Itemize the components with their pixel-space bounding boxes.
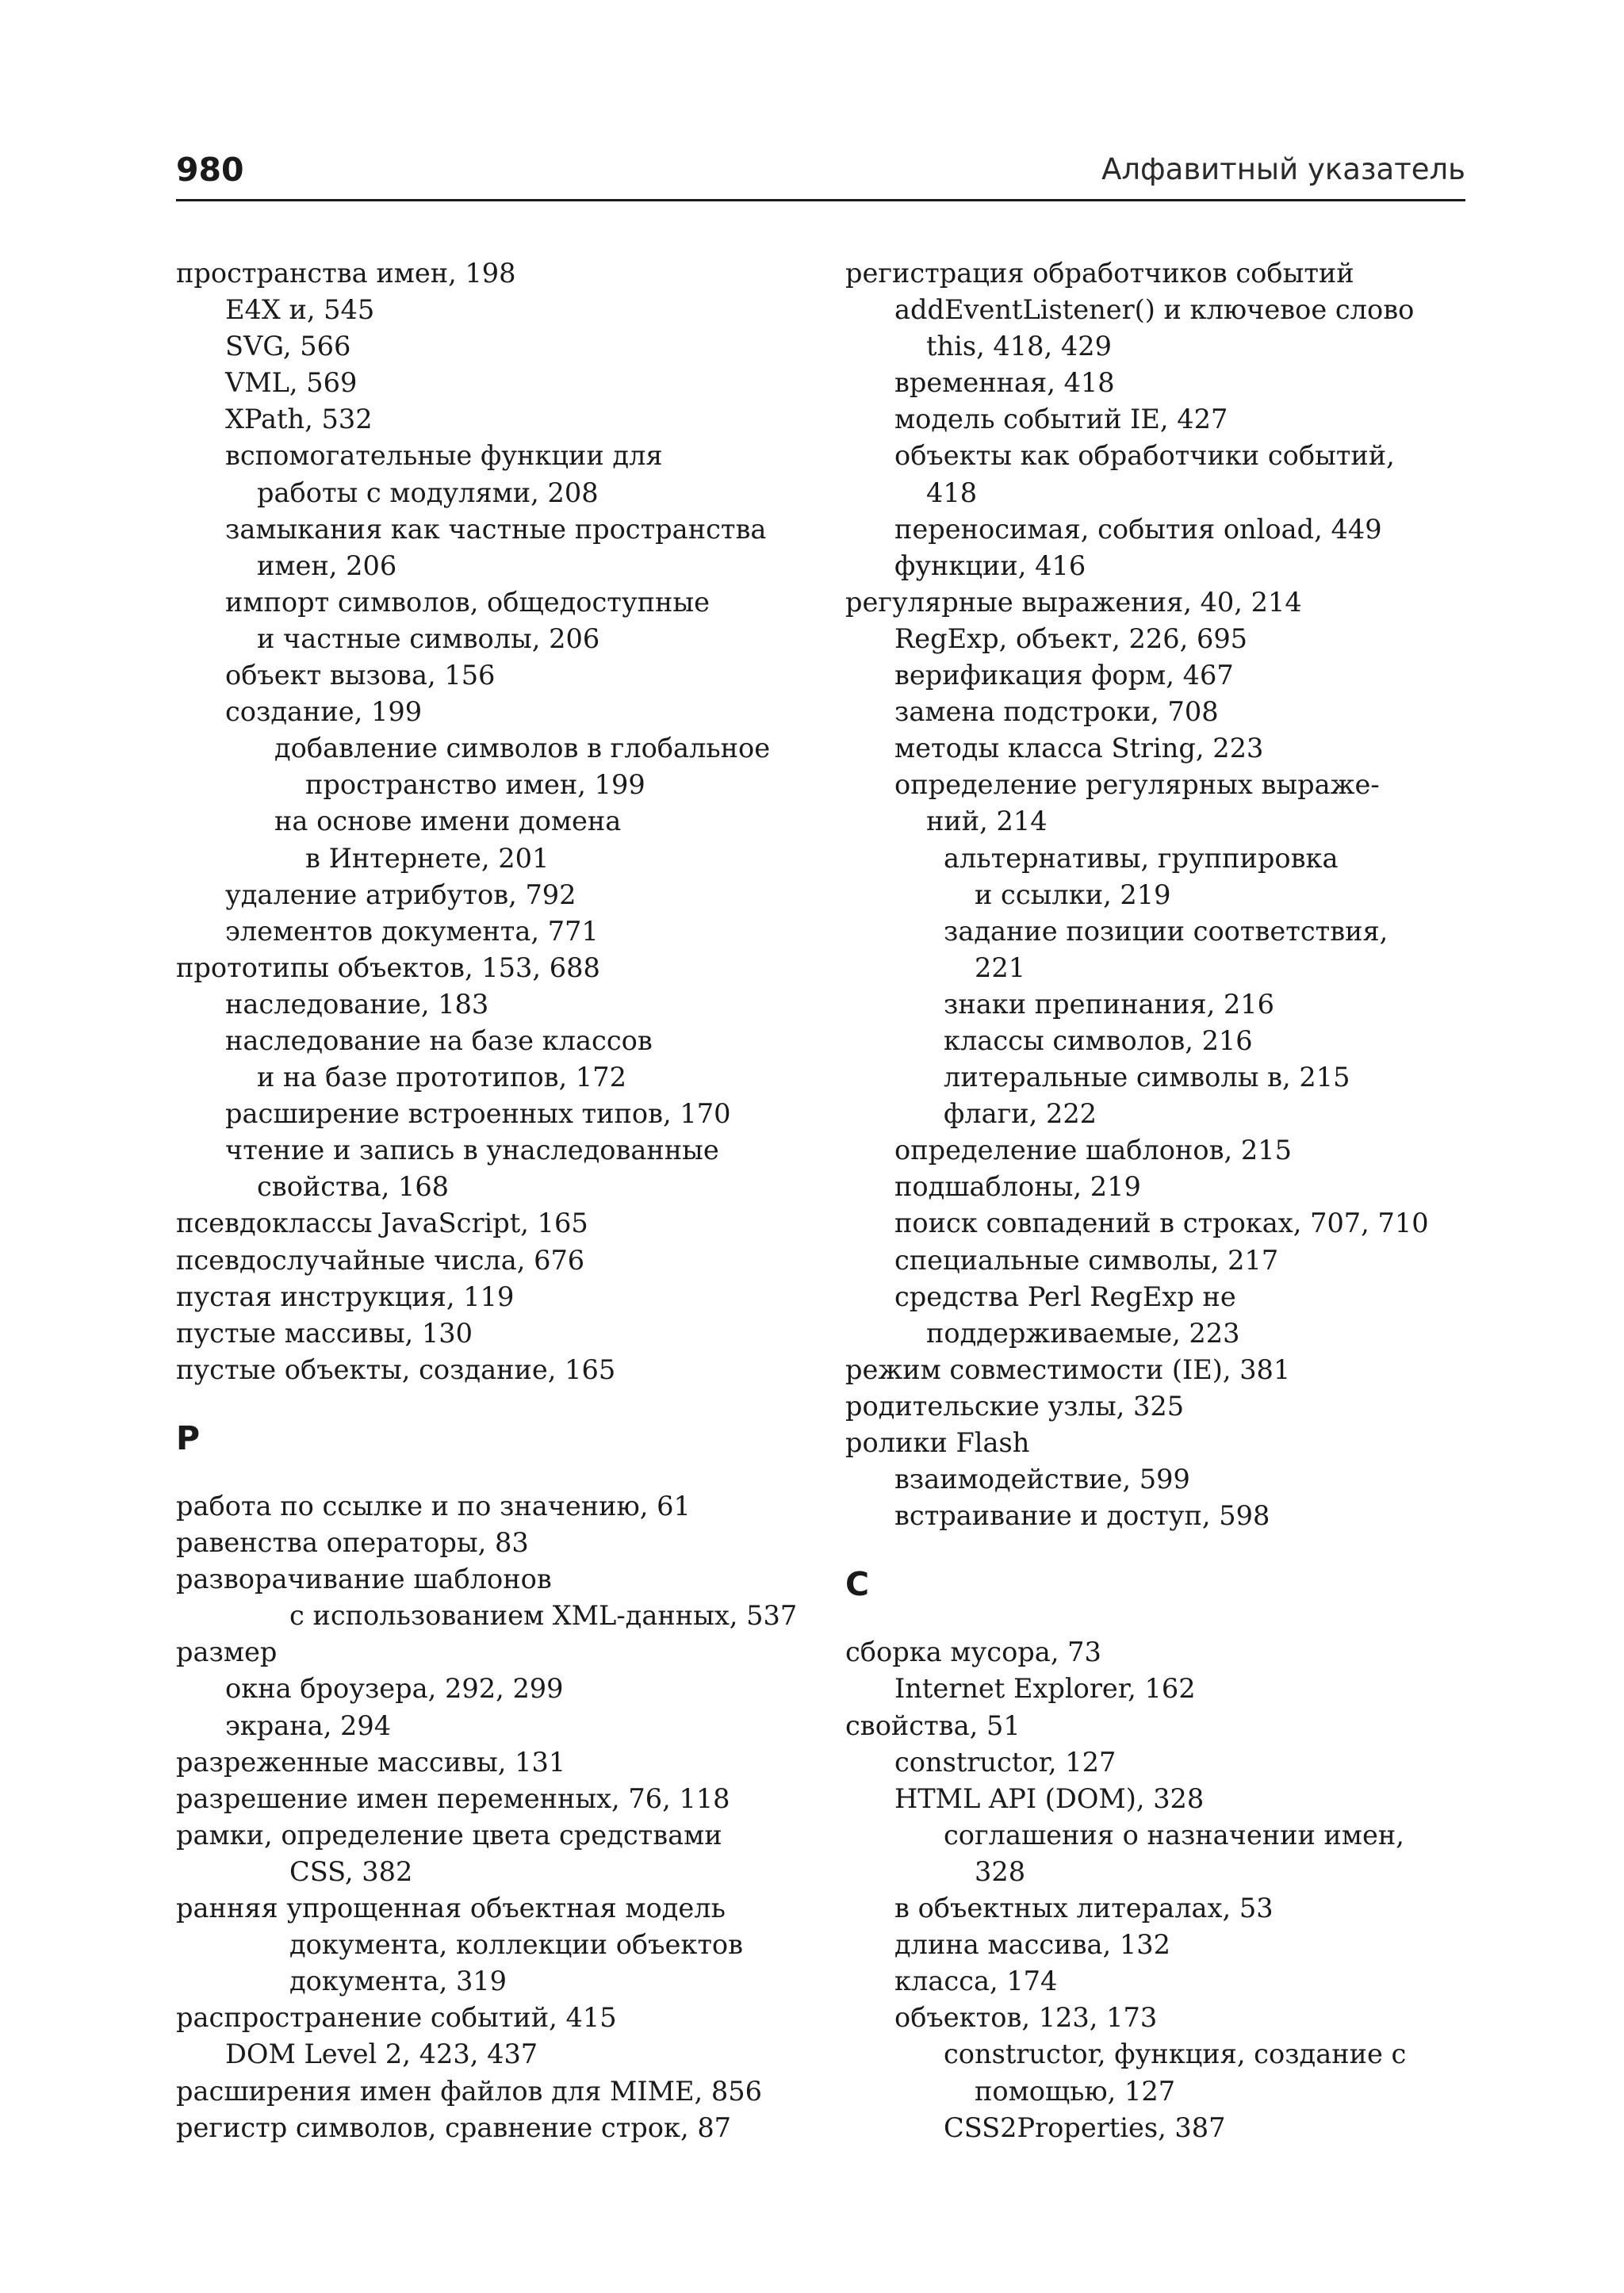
index-entry: замена подстроки, 708 <box>894 696 1219 728</box>
index-entry: свойства, 51 <box>845 1709 1021 1741</box>
index-entry: элементов документа, 771 <box>225 915 599 947</box>
index-entry: размер <box>176 1636 278 1668</box>
index-entry: addEventListener() и ключевое слово <box>894 294 1415 326</box>
index-entry: экрана, 294 <box>225 1709 392 1741</box>
index-entry: документа, коллекции объектов <box>289 1929 744 1961</box>
index-entry: SVG, 566 <box>225 331 351 362</box>
index-entry: с использованием XML-данных, 537 <box>289 1600 798 1632</box>
index-entry: замыкания как частные пространства <box>225 513 767 545</box>
index-entry: разворачивание шаблонов <box>176 1564 552 1595</box>
index-entry: родительские узлы, 325 <box>845 1390 1185 1422</box>
index-entry: поиск совпадений в строках, 707, 710 <box>894 1208 1429 1239</box>
index-entry: соглашения о назначении имен, <box>944 1819 1404 1851</box>
index-entry: чтение и запись в унаследованные <box>225 1135 719 1166</box>
index-entry: и ссылки, 219 <box>975 879 1171 910</box>
index-entry: средства Perl RegExp не <box>894 1280 1236 1312</box>
index-entry: методы класса String, 223 <box>894 733 1264 764</box>
page-header <box>176 147 1465 198</box>
index-entry: подшаблоны, 219 <box>894 1171 1141 1203</box>
index-entry: пространство имен, 199 <box>305 769 645 801</box>
index-entry: VML, 569 <box>225 367 358 399</box>
index-entry: 221 <box>975 951 1026 983</box>
index-entry: HTML API (DOM), 328 <box>894 1782 1205 1814</box>
index-entry: объектов, 123, 173 <box>894 2002 1158 2034</box>
index-block <box>176 1488 802 2146</box>
index-entry: расширения имен файлов для MIME, 856 <box>176 2075 762 2107</box>
index-entry: модель событий IE, 427 <box>894 404 1228 435</box>
index-entry: расширение встроенных типов, 170 <box>225 1098 731 1130</box>
index-entry: класса, 174 <box>894 1966 1058 1997</box>
index-entry: RegExp, объект, 226, 695 <box>894 622 1248 654</box>
index-entry: определение регулярных выраже- <box>894 769 1380 801</box>
index-entry: Internet Explorer, 162 <box>894 1673 1196 1705</box>
index-entry: ранняя упрощенная объектная модель <box>176 1893 726 1924</box>
index-entry: взаимодействие, 599 <box>894 1464 1190 1495</box>
index-block <box>845 255 1472 1534</box>
index-column-right <box>845 255 1472 2146</box>
index-entry: окна броузера, 292, 299 <box>225 1673 564 1705</box>
running-title: Алфавитный указатель <box>1101 152 1465 186</box>
index-entry: добавление символов в глобальное <box>274 733 771 764</box>
index-entry: ролики Flash <box>845 1427 1030 1458</box>
index-entry: и на базе прототипов, 172 <box>257 1062 626 1093</box>
index-entry: удаление атрибутов, 792 <box>225 879 576 910</box>
index-entry: в объектных литералах, 53 <box>894 1893 1274 1924</box>
index-entry: классы символов, 216 <box>944 1024 1253 1056</box>
index-entry: CSS2Properties, 387 <box>944 2111 1226 2143</box>
index-block <box>845 1634 1472 2146</box>
index-entry: наследование, 183 <box>225 988 489 1020</box>
index-entry: на основе имени домена <box>274 806 622 837</box>
index-entry: наследование на базе классов <box>225 1024 653 1056</box>
index-entry: регистрация обработчиков событий <box>845 258 1354 289</box>
index-entry: переносимая, события onload, 449 <box>894 513 1382 545</box>
index-entry: работа по ссылке и по значению, 61 <box>176 1491 691 1522</box>
index-entry: прототипы объектов, 153, 688 <box>176 951 600 983</box>
index-entry: пространства имен, 198 <box>176 258 516 289</box>
index-entry: верификация форм, 467 <box>894 660 1234 691</box>
index-entry: регулярные выражения, 40, 214 <box>845 586 1302 618</box>
index-entry: в Интернете, 201 <box>305 842 550 874</box>
index-column-left <box>176 255 802 2146</box>
index-entry: помощью, 127 <box>975 2075 1176 2107</box>
index-entry: пустая инструкция, 119 <box>176 1280 515 1312</box>
index-entry: constructor, 127 <box>894 1746 1116 1778</box>
index-entry: 418 <box>926 477 978 508</box>
index-entry: задание позиции соответствия, <box>944 915 1388 947</box>
index-block <box>176 255 802 1388</box>
index-entry: литеральные символы в, 215 <box>944 1062 1350 1093</box>
index-entry: знаки препинания, 216 <box>944 988 1275 1020</box>
index-entry: определение шаблонов, 215 <box>894 1135 1292 1166</box>
index-entry: constructor, функция, создание с <box>944 2038 1407 2070</box>
index-entry: объекты как обработчики событий, <box>894 440 1395 472</box>
index-entry: и частные символы, 206 <box>257 622 600 654</box>
index-entry: псевдоклассы JavaScript, 165 <box>176 1208 588 1239</box>
index-entry: CSS, 382 <box>289 1855 413 1887</box>
index-entry: вспомогательные функции для <box>225 440 663 472</box>
index-entry: импорт символов, общедоступные <box>225 586 710 618</box>
index-entry: разреженные массивы, 131 <box>176 1746 566 1778</box>
index-entry: работы с модулями, 208 <box>257 477 599 508</box>
index-entry: встраивание и доступ, 598 <box>894 1500 1270 1532</box>
index-entry: документа, 319 <box>289 1966 508 1997</box>
index-entry: пустые массивы, 130 <box>176 1317 473 1349</box>
index-entry: временная, 418 <box>894 367 1115 399</box>
index-entry: поддерживаемые, 223 <box>926 1317 1240 1349</box>
index-entry: регистр символов, сравнение строк, 87 <box>176 2111 732 2143</box>
index-entry: специальные символы, 217 <box>894 1244 1279 1276</box>
section-letter: С <box>845 1565 870 1604</box>
index-entry: функции, 416 <box>894 549 1086 581</box>
index-entry: свойства, 168 <box>257 1171 450 1203</box>
index-entry: ний, 214 <box>926 806 1048 837</box>
page-number: 980 <box>176 151 244 189</box>
index-entry: флаги, 222 <box>944 1098 1097 1130</box>
index-entry: 328 <box>975 1855 1026 1887</box>
index-entry: псевдослучайные числа, 676 <box>176 1244 585 1276</box>
index-entry: рамки, определение цвета средствами <box>176 1819 722 1851</box>
index-entry: сборка мусора, 73 <box>845 1636 1101 1668</box>
index-entry: режим совместимости (IE), 381 <box>845 1353 1291 1385</box>
index-entry: объект вызова, 156 <box>225 660 496 691</box>
index-entry: E4X и, 545 <box>225 294 375 326</box>
index-entry: XPath, 532 <box>225 404 373 435</box>
header-divider <box>176 199 1465 201</box>
section-letter: Р <box>176 1418 201 1457</box>
index-entry: создание, 199 <box>225 696 423 728</box>
index-entry: альтернативы, группировка <box>944 842 1339 874</box>
index-entry: равенства операторы, 83 <box>176 1527 529 1559</box>
index-entry: длина массива, 132 <box>894 1929 1170 1961</box>
index-entry: разрешение имен переменных, 76, 118 <box>176 1782 730 1814</box>
index-entry: распространение событий, 415 <box>176 2002 617 2034</box>
index-entry: this, 418, 429 <box>926 331 1112 362</box>
index-entry: пустые объекты, создание, 165 <box>176 1353 616 1385</box>
index-entry: имен, 206 <box>257 549 397 581</box>
index-entry: DOM Level 2, 423, 437 <box>225 2038 538 2070</box>
